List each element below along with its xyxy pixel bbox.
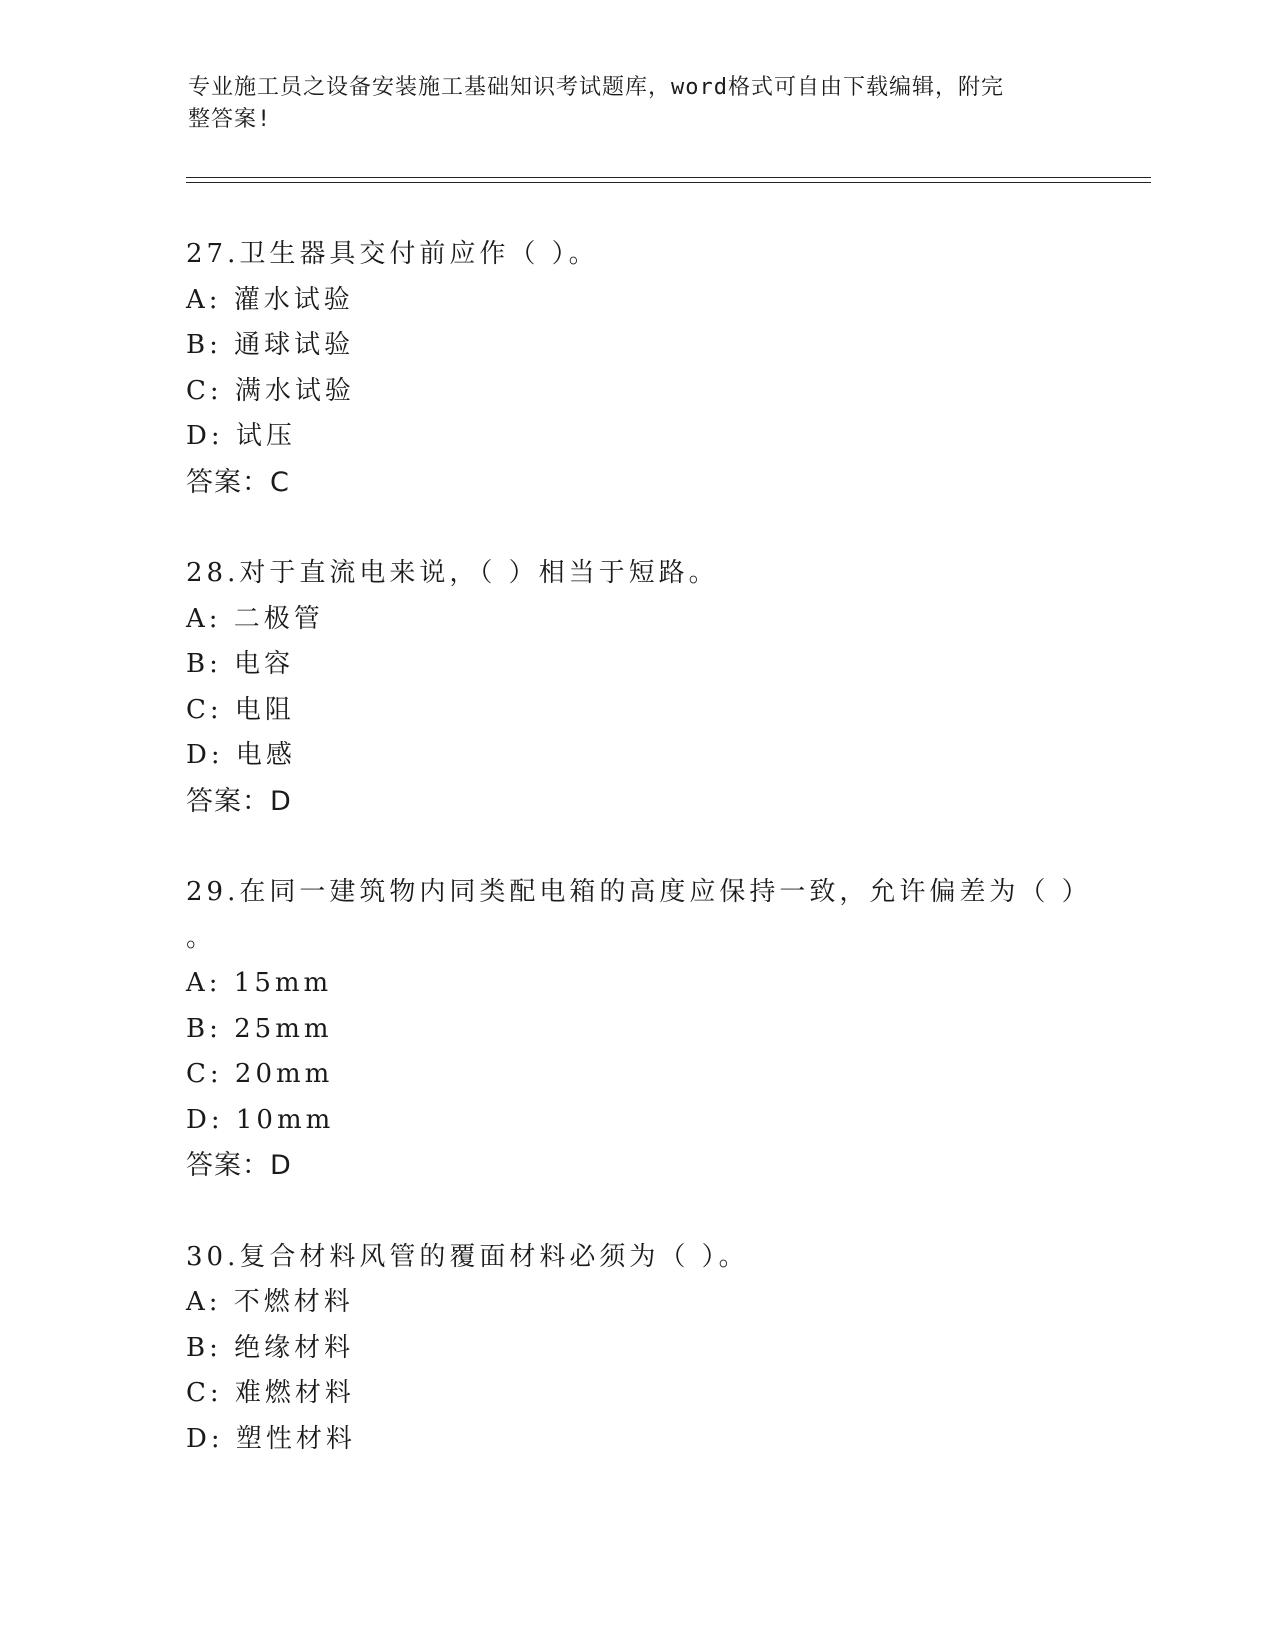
question-list [186, 232, 1092, 1508]
question-27 [186, 232, 1086, 505]
question-stem: 30.复合材料风管的覆面材料必须为（ ）。 [186, 1241, 749, 1272]
option-c: C: 电阻 [186, 694, 295, 725]
header-line-2: 整答案! [188, 107, 272, 132]
question-stem-continuation: 。 [186, 922, 217, 953]
option-b: B: 通球试验 [186, 330, 355, 360]
header-rule-top [186, 177, 1151, 178]
option-a: A: 15mm [186, 968, 333, 998]
header-rule-bottom [186, 182, 1151, 183]
answer: 答案：D [186, 1150, 292, 1181]
option-d: D: 塑性材料 [186, 1423, 356, 1454]
question-stem: 27.卫生器具交付前应作（ ）。 [186, 239, 599, 269]
option-d: D: 试压 [186, 421, 296, 451]
question-28 [186, 551, 1086, 824]
option-b: B: 绝缘材料 [186, 1332, 355, 1363]
question-29 [186, 870, 1092, 1189]
option-b: B: 25mm [186, 1013, 333, 1044]
document-header [188, 72, 1068, 136]
option-a: A: 二极管 [186, 603, 324, 634]
option-c: C: 20mm [186, 1059, 334, 1089]
option-c: C: 难燃材料 [186, 1378, 355, 1408]
question-30 [186, 1235, 1086, 1463]
answer: 答案：C [186, 466, 290, 498]
option-a: A: 灌水试验 [186, 284, 354, 315]
option-d: D: 电感 [186, 740, 296, 770]
header-line-1: 专业施工员之设备安装施工基础知识考试题库，word格式可自由下载编辑，附完 [188, 75, 1004, 100]
question-stem: 29.在同一建筑物内同类配电箱的高度应保持一致，允许偏差为（ ） [186, 877, 1092, 907]
question-stem: 28.对于直流电来说，（ ）相当于短路。 [186, 558, 719, 588]
option-c: C: 满水试验 [186, 375, 355, 406]
option-a: A: 不燃材料 [186, 1287, 354, 1317]
option-d: D: 10mm [186, 1104, 335, 1135]
option-b: B: 电容 [186, 649, 295, 679]
answer: 答案：D [186, 785, 292, 817]
